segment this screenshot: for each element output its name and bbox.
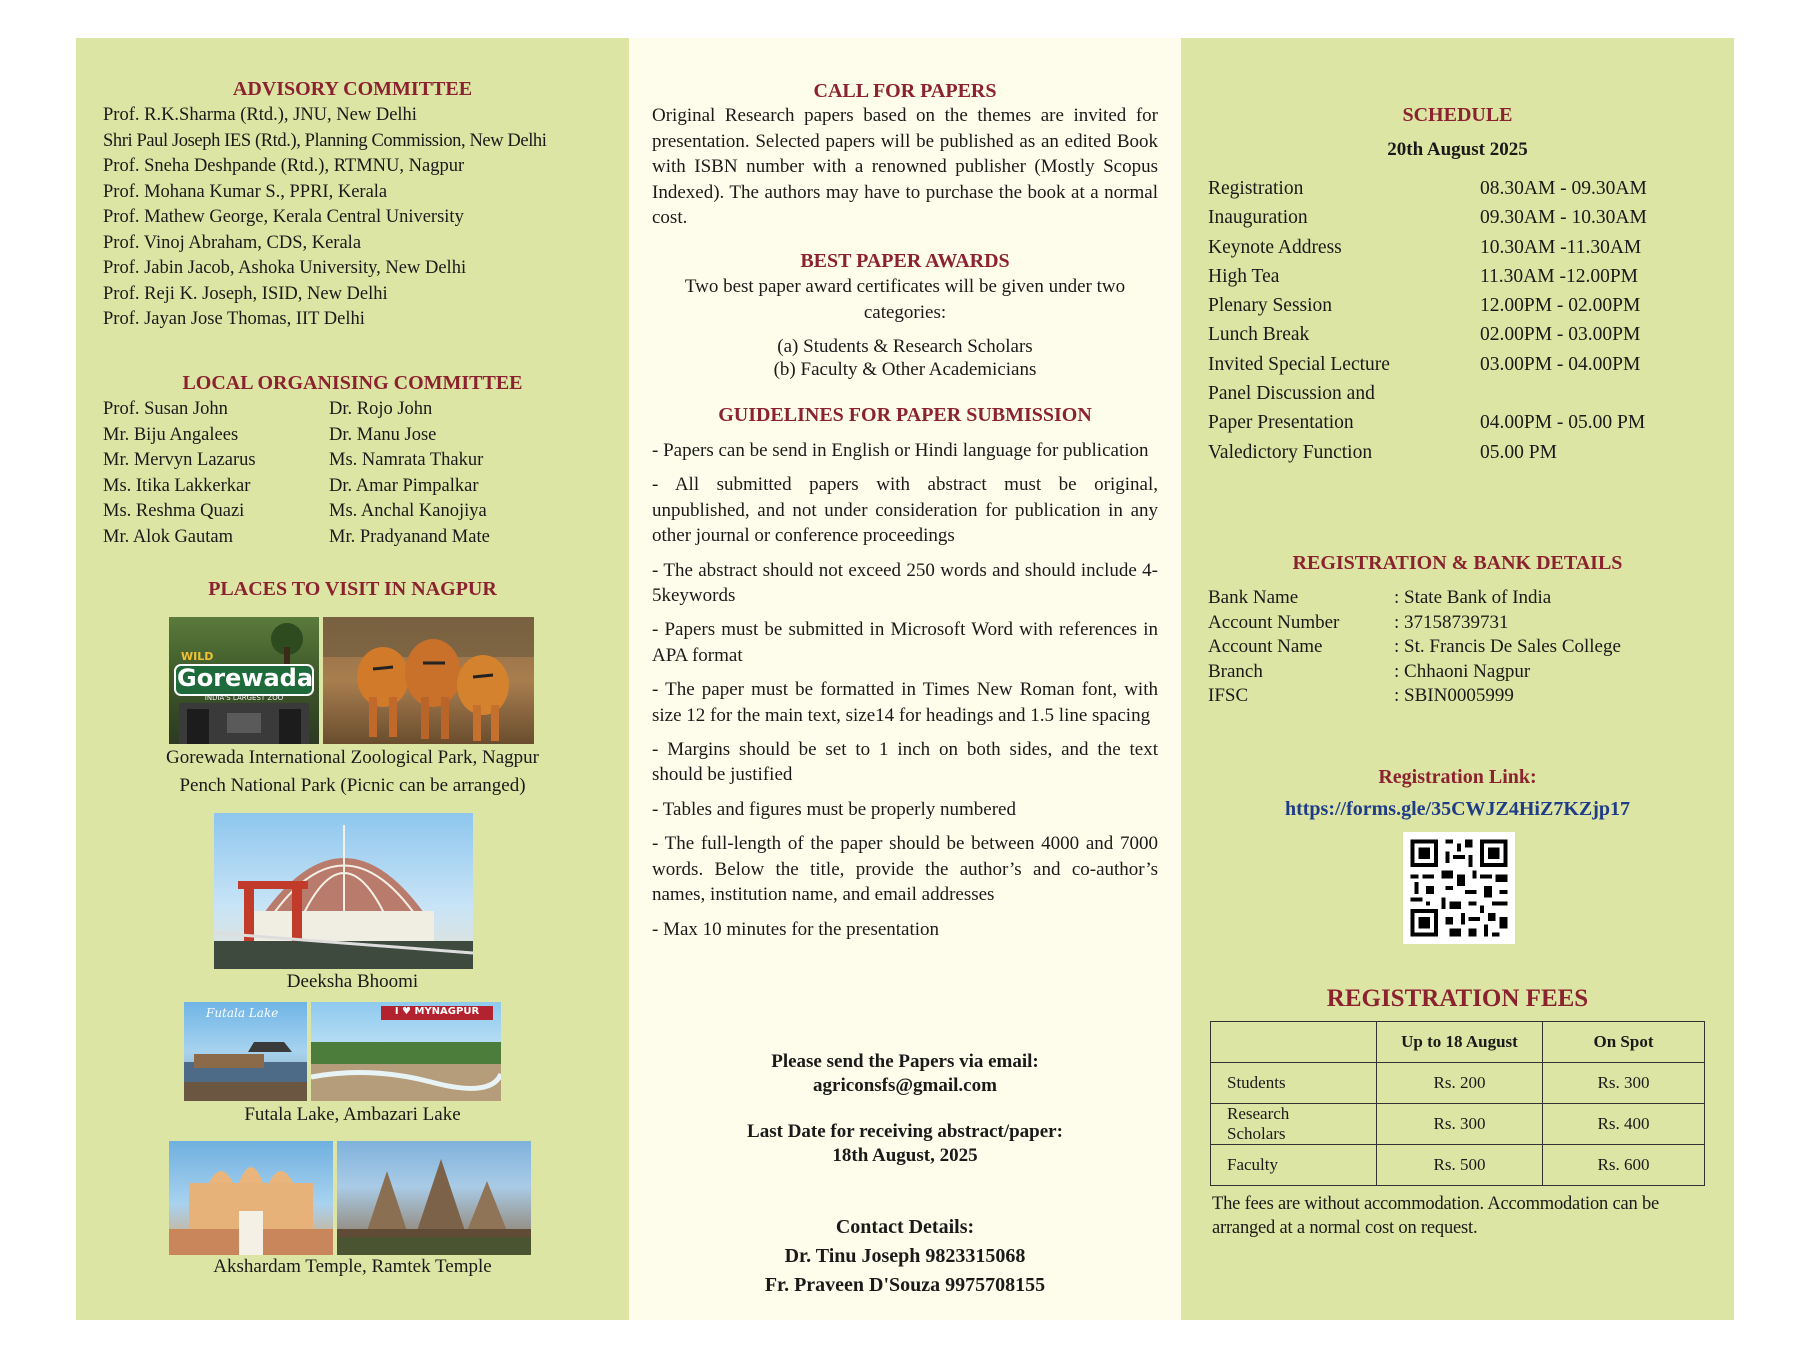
local-list-left: [103, 397, 323, 550]
guideline-item: - Papers must be submitted in Microsoft Word with references in APA format: [652, 619, 1158, 666]
local-member: Mr. Alok Gautam: [103, 526, 234, 547]
fees-spot-value: Rs. 400: [1543, 1104, 1705, 1145]
advisory-member: Prof. Sneha Deshpande (Rtd.), RTMNU, Nagpur: [103, 156, 465, 176]
guideline-item: - All submitted papers with abstract must be original, unpublished, and not under consideration for publication in any other journal or conference proceedings: [652, 474, 1158, 547]
local-list-right: [329, 397, 589, 550]
schedule-time: 09.30AM - 10.30AM: [1480, 207, 1647, 229]
guideline-item: - The full-length of the paper should be between 4000 and 7000 words. Below the title, provide the author’s and co-author’s names, institution name, and email addresses: [652, 833, 1158, 906]
schedule-date: 20th August 2025: [1387, 139, 1528, 160]
local-member: Mr. Mervyn Lazarus: [103, 450, 256, 470]
schedule-time: 04.00PM - 05.00 PM: [1480, 412, 1646, 434]
middle-panel: [629, 38, 1181, 1320]
guideline-item: - The paper must be formatted in Times New Roman font, with size 12 for the main text, size14 for headings and 1.5 line spacing: [652, 679, 1158, 726]
schedule-row: [1208, 379, 1708, 408]
bank-row: [1208, 660, 1718, 685]
schedule-heading: SCHEDULE: [1402, 104, 1513, 126]
local-member: Ms. Itika Lakkerkar: [103, 475, 251, 496]
bank-label: Account Number: [1208, 611, 1340, 633]
awards-text: Two best paper award certificates will be given under two categories:: [684, 276, 1126, 323]
guideline-item: - Tables and figures must be properly numbered: [652, 798, 1016, 820]
gorewada-photo: [169, 617, 319, 744]
advisory-member: Prof. Reji K. Joseph, ISID, New Delhi: [103, 283, 388, 304]
schedule-row: [1208, 233, 1708, 262]
advisory-member: Prof. Jayan Jose Thomas, IIT Delhi: [103, 309, 365, 329]
caption-pench: Pench National Park (Picnic can be arranged): [179, 775, 526, 796]
tigers-art: [323, 617, 534, 744]
local-member: Ms. Namrata Thakur: [329, 450, 484, 470]
call-heading: CALL FOR PAPERS: [813, 80, 997, 102]
advisory-member: Prof. R.K.Sharma (Rtd.), JNU, New Delhi: [103, 105, 417, 125]
fees-note: The fees are without accommodation. Accommodation can be arranged at a normal cost on request.: [1212, 1194, 1660, 1238]
schedule-time: 02.00PM - 03.00PM: [1480, 324, 1641, 346]
contact-person-1: Dr. Tinu Joseph 9823315068: [784, 1245, 1026, 1267]
bank-row: [1208, 635, 1718, 660]
guideline-item: - Papers can be send in English or Hindi language for publication: [652, 440, 1149, 461]
guideline-item: - Margins should be set to 1 inch on both sides, and the text should be justified: [652, 739, 1158, 786]
advisory-member: Prof. Vinoj Abraham, CDS, Kerala: [103, 232, 362, 253]
akshardham-photo: [169, 1141, 333, 1255]
deadline-date: 18th August, 2025: [832, 1145, 978, 1166]
schedule-row: [1208, 262, 1708, 291]
advisory-list: [103, 103, 623, 333]
fees-spot-value: Rs. 300: [1543, 1063, 1705, 1104]
local-heading: LOCAL ORGANISING COMMITTEE: [182, 372, 523, 394]
gorewada-logo-text: Gorewada: [177, 664, 314, 692]
fees-row: [1211, 1145, 1705, 1186]
schedule-time: 05.00 PM: [1480, 441, 1557, 463]
schedule-row: [1208, 291, 1708, 320]
schedule-event: Registration: [1208, 178, 1304, 199]
schedule-event: Paper Presentation: [1208, 412, 1354, 434]
right-panel: [1181, 38, 1734, 1320]
caption-deeksha: Deeksha Bhoomi: [286, 971, 419, 992]
pench-tigers-photo: [323, 617, 534, 744]
akshardham-art: [169, 1141, 333, 1255]
bank-label: Branch: [1208, 660, 1263, 682]
bank-row: [1208, 611, 1718, 636]
schedule-row: [1208, 408, 1708, 437]
local-member: Ms. Reshma Quazi: [103, 501, 245, 521]
qr-code-pattern: [1403, 832, 1515, 944]
caption-temples: Akshardam Temple, Ramtek Temple: [213, 1256, 492, 1277]
bank-details: [1208, 586, 1718, 709]
stupa-art: [214, 813, 473, 969]
call-text: Original Research papers based on the themes are invited for presentation. Selected papers will be published as an edited Book with ISBN number with a renowned publisher (Mostly Scopus Indexed). The authors may have to purchase the book at a normal cost.: [652, 105, 1158, 229]
bank-value: : 37158739731: [1394, 611, 1509, 633]
local-member: Ms. Anchal Kanojiya: [329, 501, 487, 521]
local-member: Mr. Pradyanand Mate: [329, 526, 490, 547]
ramtek-art: [337, 1141, 531, 1255]
schedule-time: 03.00PM - 04.00PM: [1480, 353, 1641, 375]
local-member: Prof. Susan John: [103, 399, 228, 419]
gorewada-tagline: INDIA'S LARGEST ZOO: [204, 694, 284, 702]
futala-lake-photo: [184, 1002, 307, 1101]
registration-link-label: Registration Link:: [1378, 766, 1537, 788]
fees-row: [1211, 1063, 1705, 1104]
contact-heading: Contact Details:: [835, 1216, 975, 1238]
futala-script-text: Futala Lake: [206, 1006, 279, 1020]
fees-early-value: Rs. 500: [1377, 1145, 1543, 1186]
qr-code-icon: [1403, 832, 1515, 944]
schedule-row: [1208, 320, 1708, 349]
bank-label: Account Name: [1208, 636, 1323, 657]
caption-gorewada: Gorewada International Zoological Park, Nagpur: [165, 747, 539, 768]
awards-heading: BEST PAPER AWARDS: [800, 250, 1010, 272]
schedule-event: Inauguration: [1208, 207, 1308, 229]
schedule-event: Lunch Break: [1208, 324, 1310, 346]
submit-email[interactable]: agriconsfs@gmail.com: [813, 1075, 997, 1096]
schedule-row: [1208, 203, 1708, 232]
advisory-heading: ADVISORY COMMITTEE: [232, 78, 473, 100]
local-member: Dr. Amar Pimpalkar: [329, 475, 479, 496]
schedule-row: [1208, 174, 1708, 203]
bank-row: [1208, 684, 1718, 709]
bank-value: : SBIN0005999: [1394, 685, 1514, 706]
gorewada-small-text: WILD: [181, 650, 214, 663]
schedule-time: 11.30AM -12.00PM: [1480, 265, 1638, 287]
local-member: Dr. Manu Jose: [329, 424, 437, 445]
guidelines-heading: GUIDELINES FOR PAPER SUBMISSION: [718, 404, 1092, 426]
advisory-member: Prof. Mathew George, Kerala Central University: [103, 207, 464, 227]
fees-category: [1211, 1104, 1377, 1145]
bank-heading: REGISTRATION & BANK DETAILS: [1292, 552, 1623, 574]
schedule-row: [1208, 438, 1708, 467]
local-member: Dr. Rojo John: [329, 399, 433, 419]
schedule-time: 10.30AM -11.30AM: [1480, 236, 1642, 258]
award-category-a: (a) Students & Research Scholars: [777, 336, 1033, 357]
schedule-event: Plenary Session: [1208, 295, 1333, 317]
schedule-event: Keynote Address: [1208, 236, 1342, 258]
schedule-event: Panel Discussion and: [1208, 383, 1375, 405]
advisory-member: Shri Paul Joseph IES (Rtd.), Planning Commission, New Delhi: [103, 130, 547, 151]
bank-row: [1208, 586, 1718, 611]
advisory-member: Prof. Jabin Jacob, Ashoka University, New Delhi: [103, 258, 467, 278]
local-member: Mr. Biju Angalees: [103, 424, 239, 445]
fees-early-value: Rs. 200: [1377, 1063, 1543, 1104]
contact-person-2: Fr. Praveen D'Souza 9975708155: [764, 1274, 1046, 1296]
fees-col-spot: On Spot: [1543, 1022, 1705, 1063]
deeksha-bhoomi-photo: [214, 813, 473, 969]
fees-early-value: Rs. 300: [1377, 1104, 1543, 1145]
bank-label: IFSC: [1208, 685, 1249, 706]
ambazari-lake-photo: [311, 1002, 501, 1101]
fees-heading: REGISTRATION FEES: [1326, 985, 1589, 1012]
fees-corner-cell: [1211, 1022, 1377, 1063]
fees-col-early: Up to 18 August: [1377, 1022, 1543, 1063]
fees-table: [1210, 1021, 1705, 1186]
advisory-member: Prof. Mohana Kumar S., PPRI, Kerala: [103, 181, 388, 202]
award-category-b: (b) Faculty & Other Academicians: [773, 359, 1037, 380]
places-heading: PLACES TO VISIT IN NAGPUR: [208, 578, 497, 600]
nagpur-sign-text: I ♥ MYNAGPUR: [394, 1006, 480, 1017]
guideline-item: - Max 10 minutes for the presentation: [652, 918, 940, 940]
bank-value: : St. Francis De Sales College: [1394, 636, 1621, 657]
bank-value: : State Bank of India: [1394, 587, 1552, 608]
guidelines-list: [652, 438, 1158, 942]
deadline-label: Last Date for receiving abstract/paper:: [747, 1121, 1063, 1142]
schedule-time: 12.00PM - 02.00PM: [1480, 295, 1641, 317]
fees-row: [1211, 1104, 1705, 1145]
fees-header-row: [1211, 1022, 1705, 1063]
bank-label: Bank Name: [1208, 587, 1299, 608]
bank-value: : Chhaoni Nagpur: [1394, 660, 1531, 682]
caption-lakes: Futala Lake, Ambazari Lake: [244, 1104, 461, 1125]
submit-instruction: Please send the Papers via email:: [771, 1051, 1039, 1072]
guideline-item: - The abstract should not exceed 250 words and should include 4-5keywords: [652, 559, 1158, 607]
fees-category: Students: [1211, 1063, 1377, 1104]
fees-spot-value: Rs. 600: [1543, 1145, 1705, 1186]
schedule-row: [1208, 350, 1708, 379]
registration-link[interactable]: https://forms.gle/35CWJZ4HiZ7KZjp17: [1284, 798, 1630, 820]
fees-category: Faculty: [1211, 1145, 1377, 1186]
schedule-event: High Tea: [1208, 265, 1280, 287]
schedule-time: 08.30AM - 09.30AM: [1480, 178, 1647, 199]
schedule-event: Valedictory Function: [1208, 441, 1373, 463]
left-panel: [76, 38, 629, 1320]
ramtek-temple-photo: [337, 1141, 531, 1255]
fees-category-text: Research Scholars: [1227, 1104, 1290, 1143]
schedule-event: Invited Special Lecture: [1208, 353, 1390, 375]
schedule-table: [1208, 174, 1708, 467]
